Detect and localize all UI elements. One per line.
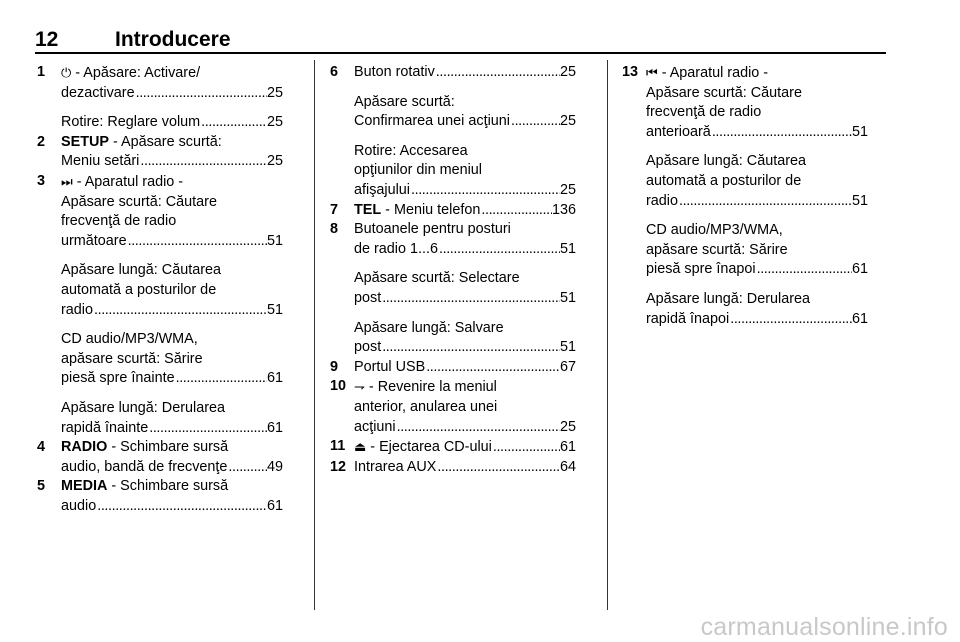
entry-text: acţiuni xyxy=(354,418,396,435)
entry-number: 1 xyxy=(37,64,46,80)
page-ref: 51 xyxy=(266,232,283,249)
entry-text: piesă spre înapoi xyxy=(646,261,756,278)
entry-text: frecvenţă de radio xyxy=(646,104,762,121)
entry-4 xyxy=(37,438,283,477)
entry-text: - Apăsare: Activare/ xyxy=(71,65,201,81)
entry-text: Apăsare lungă: Căutarea xyxy=(61,262,222,279)
leader-dots xyxy=(410,181,560,201)
page-title: Introducere xyxy=(115,28,231,51)
entry-text: audio, bandă de frecvenţe xyxy=(61,458,228,475)
leader-dots xyxy=(139,152,267,172)
entry-5 xyxy=(37,477,283,516)
entry-text: audio xyxy=(61,497,97,514)
entry-text: rapidă înapoi xyxy=(646,310,730,327)
entry-9 xyxy=(330,358,576,378)
key-label: MEDIA xyxy=(61,478,108,495)
entry-2 xyxy=(37,133,283,172)
entry-number: 10 xyxy=(330,378,347,395)
leader-dots xyxy=(756,260,852,280)
key-label: TEL xyxy=(354,201,382,218)
page-header xyxy=(35,28,885,52)
leader-dots xyxy=(436,458,560,478)
entry-text: automată a posturilor de xyxy=(61,281,217,298)
entry-text: următoare xyxy=(61,232,127,249)
page-ref: 51 xyxy=(559,289,576,306)
entry-text: anterioară xyxy=(646,123,711,140)
key-label: RADIO xyxy=(61,439,108,456)
entry-text: Confirmarea unei acţiuni xyxy=(354,113,510,130)
back-icon: ⇁ xyxy=(354,379,365,395)
leader-dots xyxy=(96,497,267,517)
page-ref: 61 xyxy=(851,310,868,327)
entry-text: Rotire: Reglare volum xyxy=(61,114,201,131)
leader-dots xyxy=(678,192,852,212)
page-ref: 49 xyxy=(266,458,283,475)
column-3 xyxy=(622,63,868,329)
entry-text: Apăsare scurtă: Căutare xyxy=(61,193,217,210)
page-ref: 61 xyxy=(851,261,868,278)
entry-text: Butoanele pentru posturi xyxy=(354,221,511,238)
page-ref: 25 xyxy=(266,84,283,101)
page-ref: 25 xyxy=(266,114,283,131)
entry-text: - Meniu telefon xyxy=(381,201,481,218)
entry-number: 5 xyxy=(37,478,46,495)
leader-dots xyxy=(425,358,560,378)
entry-text: Apăsare scurtă: Selectare xyxy=(354,270,520,287)
entry-number: 8 xyxy=(330,221,339,238)
entry-7 xyxy=(330,201,576,221)
entry-number: 3 xyxy=(37,172,46,189)
page-ref: 64 xyxy=(559,458,576,475)
entry-text: Meniu setări xyxy=(61,153,140,170)
leader-dots xyxy=(200,113,267,133)
entry-number: 13 xyxy=(622,64,639,80)
entry-3 xyxy=(37,172,283,438)
entry-10 xyxy=(330,377,576,437)
page-ref: 51 xyxy=(851,123,868,140)
previous-track-icon: ⏮ xyxy=(646,65,658,80)
entry-text: automată a posturilor de xyxy=(646,172,802,189)
entry-11 xyxy=(330,437,576,458)
entry-text: Rotire: Accesarea xyxy=(354,142,468,159)
entry-text: - Aparatul radio - xyxy=(72,173,184,190)
page-ref: 67 xyxy=(559,358,576,375)
entry-text: radio xyxy=(61,301,93,318)
entry-text: post xyxy=(354,339,382,356)
page-ref: 136 xyxy=(551,201,576,218)
entry-text: apăsare scurtă: Sărire xyxy=(646,241,788,258)
entry-12 xyxy=(330,458,576,478)
next-track-icon: ⏭ xyxy=(61,173,73,189)
entry-text: - Schimbare sursă xyxy=(107,439,229,456)
column-2 xyxy=(330,63,576,477)
entry-1 xyxy=(37,63,283,133)
page-ref: 25 xyxy=(559,418,576,435)
entry-text: rapidă înainte xyxy=(61,419,149,436)
entry-text: - Apăsare scurtă: xyxy=(108,133,222,150)
leader-dots xyxy=(227,458,267,478)
column-divider xyxy=(607,60,608,610)
entry-number: 9 xyxy=(330,358,339,375)
entry-text: Intrarea AUX xyxy=(354,458,437,475)
column-1 xyxy=(37,63,283,516)
entry-6 xyxy=(330,63,576,201)
page-ref: 61 xyxy=(266,370,283,387)
key-label: SETUP xyxy=(61,133,109,150)
leader-dots xyxy=(711,123,852,143)
leader-dots xyxy=(435,63,560,83)
leader-dots xyxy=(381,338,560,358)
entry-13 xyxy=(622,63,868,329)
page-ref: 61 xyxy=(266,497,283,514)
entry-text: radio xyxy=(646,192,678,209)
entry-text: piesă spre înainte xyxy=(61,370,175,387)
leader-dots xyxy=(148,419,267,439)
leader-dots xyxy=(729,310,852,330)
leader-dots xyxy=(381,289,560,309)
leader-dots xyxy=(175,369,267,389)
leader-dots xyxy=(492,438,560,458)
entry-number: 11 xyxy=(330,438,346,455)
entry-text: Buton rotativ xyxy=(354,64,435,80)
entry-text: CD audio/MP3/WMA, xyxy=(61,331,198,348)
entry-text: Apăsare scurtă: Căutare xyxy=(646,84,802,101)
entry-text: - Aparatul radio - xyxy=(657,65,769,81)
leader-dots xyxy=(510,112,560,132)
entry-text: anterior, anularea unei xyxy=(354,398,498,415)
page-ref: 25 xyxy=(266,153,283,170)
leader-dots xyxy=(396,418,560,438)
page-ref: 25 xyxy=(559,113,576,130)
entry-text: opţiunilor din meniul xyxy=(354,162,482,179)
eject-icon: ⏏ xyxy=(354,439,367,455)
entry-text: Apăsare lungă: Derularea xyxy=(646,290,810,307)
leader-dots xyxy=(135,84,267,104)
entry-text: post xyxy=(354,289,382,306)
entry-text: Portul USB xyxy=(354,358,426,375)
entry-text: frecvenţă de radio xyxy=(61,213,177,230)
entry-text: - Schimbare sursă xyxy=(107,478,229,495)
page-ref: 25 xyxy=(559,64,576,80)
leader-dots xyxy=(93,301,267,321)
entry-text: apăsare scurtă: Sărire xyxy=(61,350,203,367)
entry-text: de radio 1...6 xyxy=(354,240,439,257)
entry-text: afişajului xyxy=(354,181,410,198)
page-ref: 51 xyxy=(851,192,868,209)
leader-dots xyxy=(438,240,560,260)
entry-text: Apăsare lungă: Căutarea xyxy=(646,153,807,170)
entry-number: 2 xyxy=(37,133,46,150)
entry-text: Apăsare lungă: Derularea xyxy=(61,399,225,416)
page-ref: 25 xyxy=(559,181,576,198)
entry-number: 4 xyxy=(37,439,46,456)
page-ref: 61 xyxy=(559,439,576,456)
entry-text: Apăsare lungă: Salvare xyxy=(354,319,504,336)
power-icon: ⏻ xyxy=(61,65,72,80)
page-ref: 51 xyxy=(559,339,576,356)
page-ref: 51 xyxy=(266,301,283,318)
page-number: 12 xyxy=(35,28,59,51)
page-ref: 61 xyxy=(266,419,283,436)
entry-number: 6 xyxy=(330,64,339,80)
entry-text: CD audio/MP3/WMA, xyxy=(646,222,783,239)
header-rule xyxy=(35,52,886,54)
entry-8 xyxy=(330,220,576,358)
entry-text: dezactivare xyxy=(61,84,135,101)
leader-dots xyxy=(127,232,267,252)
entry-text: - Ejectarea CD-ului xyxy=(366,439,492,456)
entry-number: 7 xyxy=(330,201,339,218)
entry-text: Apăsare scurtă: xyxy=(354,93,455,110)
entry-number: 12 xyxy=(330,458,347,475)
page-ref: 51 xyxy=(559,240,576,257)
entry-text: - Revenire la meniul xyxy=(364,379,497,396)
leader-dots xyxy=(480,201,552,221)
watermark: carmanualsonline.info xyxy=(700,613,948,641)
column-divider xyxy=(314,60,315,610)
